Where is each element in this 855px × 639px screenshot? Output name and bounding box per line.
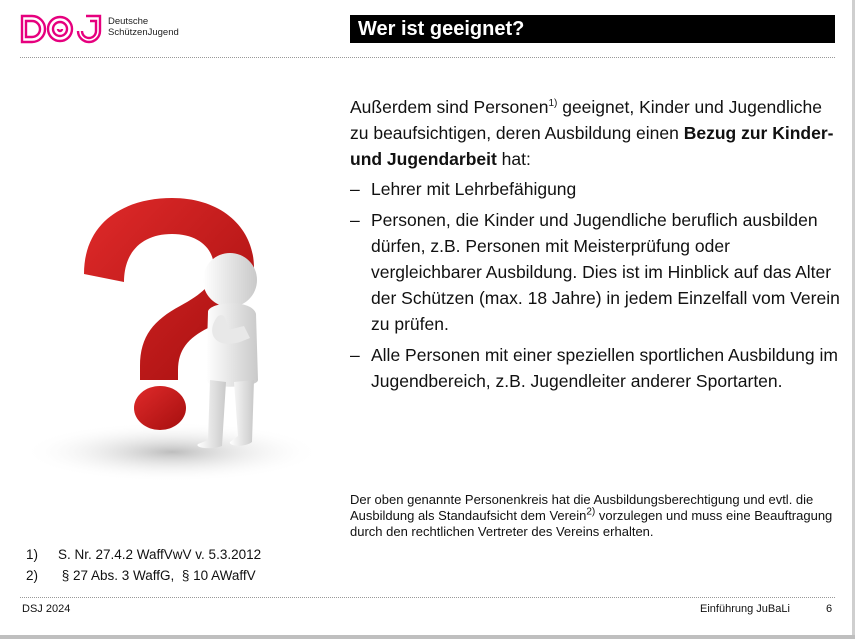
- bullet-dash: –: [350, 179, 360, 199]
- bullet-text: Personen, die Kinder und Jugendliche beruflich ausbilden dürfen, z.B. Personen mit Meisterprüfung oder vergleichbarer Ausbildung. Dies ist im Hinblick auf das Alter der Schützen (max. 18 Jahre) in jedem Einzelfall vom Verein zu prüfen.: [371, 210, 840, 334]
- slide-title: Wer ist geeignet?: [350, 15, 835, 43]
- list-item: [350, 207, 845, 337]
- question-figure-illustration: [22, 190, 330, 490]
- main-content: [350, 94, 845, 399]
- bullet-text: Alle Personen mit einer speziellen sportlichen Ausbildung im Jugendbereich, z.B. Jugendleiter anderer Sportarten.: [371, 345, 838, 391]
- window-bottom-edge: [0, 635, 855, 639]
- intro-text-2: geeignet, Kinder und Jugendliche zu beaufsichtigen, deren Ausbildung einen: [350, 97, 823, 143]
- note-paragraph: [350, 492, 850, 540]
- footer-org: DSJ 2024: [22, 603, 71, 615]
- footer-course: Einführung JuBaLi: [700, 603, 790, 615]
- header-divider: [20, 57, 835, 58]
- note-text: Der oben genannte Personenkreis hat die Ausbildungsberechtigung und evtl. die Ausbildung als Standaufsicht dem Verein: [350, 492, 814, 523]
- footnote-number: 1): [26, 547, 39, 562]
- bullet-list: [350, 176, 845, 394]
- bullet-dash: –: [350, 345, 360, 365]
- page-number: 6: [826, 603, 833, 615]
- list-item: [350, 342, 845, 394]
- intro-end: hat:: [496, 149, 531, 169]
- list-item: [350, 176, 845, 202]
- bullet-text: Lehrer mit Lehrbefähigung: [371, 179, 577, 199]
- intro-bold: Bezug zur Kinder- und Jugendarbeit: [350, 123, 834, 169]
- footnotes: [26, 544, 261, 586]
- intro-text: Außerdem sind Personen: [350, 97, 549, 117]
- footnote-number: 2): [26, 568, 39, 583]
- note-footnote-ref: 2): [586, 506, 596, 518]
- footnote-1: [26, 544, 261, 565]
- footnote-2: [26, 565, 261, 586]
- intro-paragraph: [350, 94, 845, 172]
- logo-line-1: Deutsche: [108, 16, 149, 27]
- note-text-2: vorzulegen und muss eine Beauftragung durch den rechtlichen Vertreter des Vereins erhalten.: [350, 508, 833, 539]
- logo-line-2: SchützenJugend: [108, 26, 179, 38]
- question-mark-figure-icon: [22, 190, 330, 490]
- footnote-text: § 27 Abs. 3 WaffG, § 10 AWaffV: [58, 568, 256, 583]
- logo-text: [108, 17, 179, 38]
- footnote-text: S. Nr. 27.4.2 WaffVwV v. 5.3.2012: [58, 547, 262, 562]
- dsj-logo-mark-icon: [20, 13, 104, 45]
- bullet-dash: –: [350, 210, 360, 230]
- dsj-logo: [20, 13, 190, 45]
- intro-footnote-ref: 1): [548, 98, 558, 110]
- footer-divider: [20, 597, 835, 598]
